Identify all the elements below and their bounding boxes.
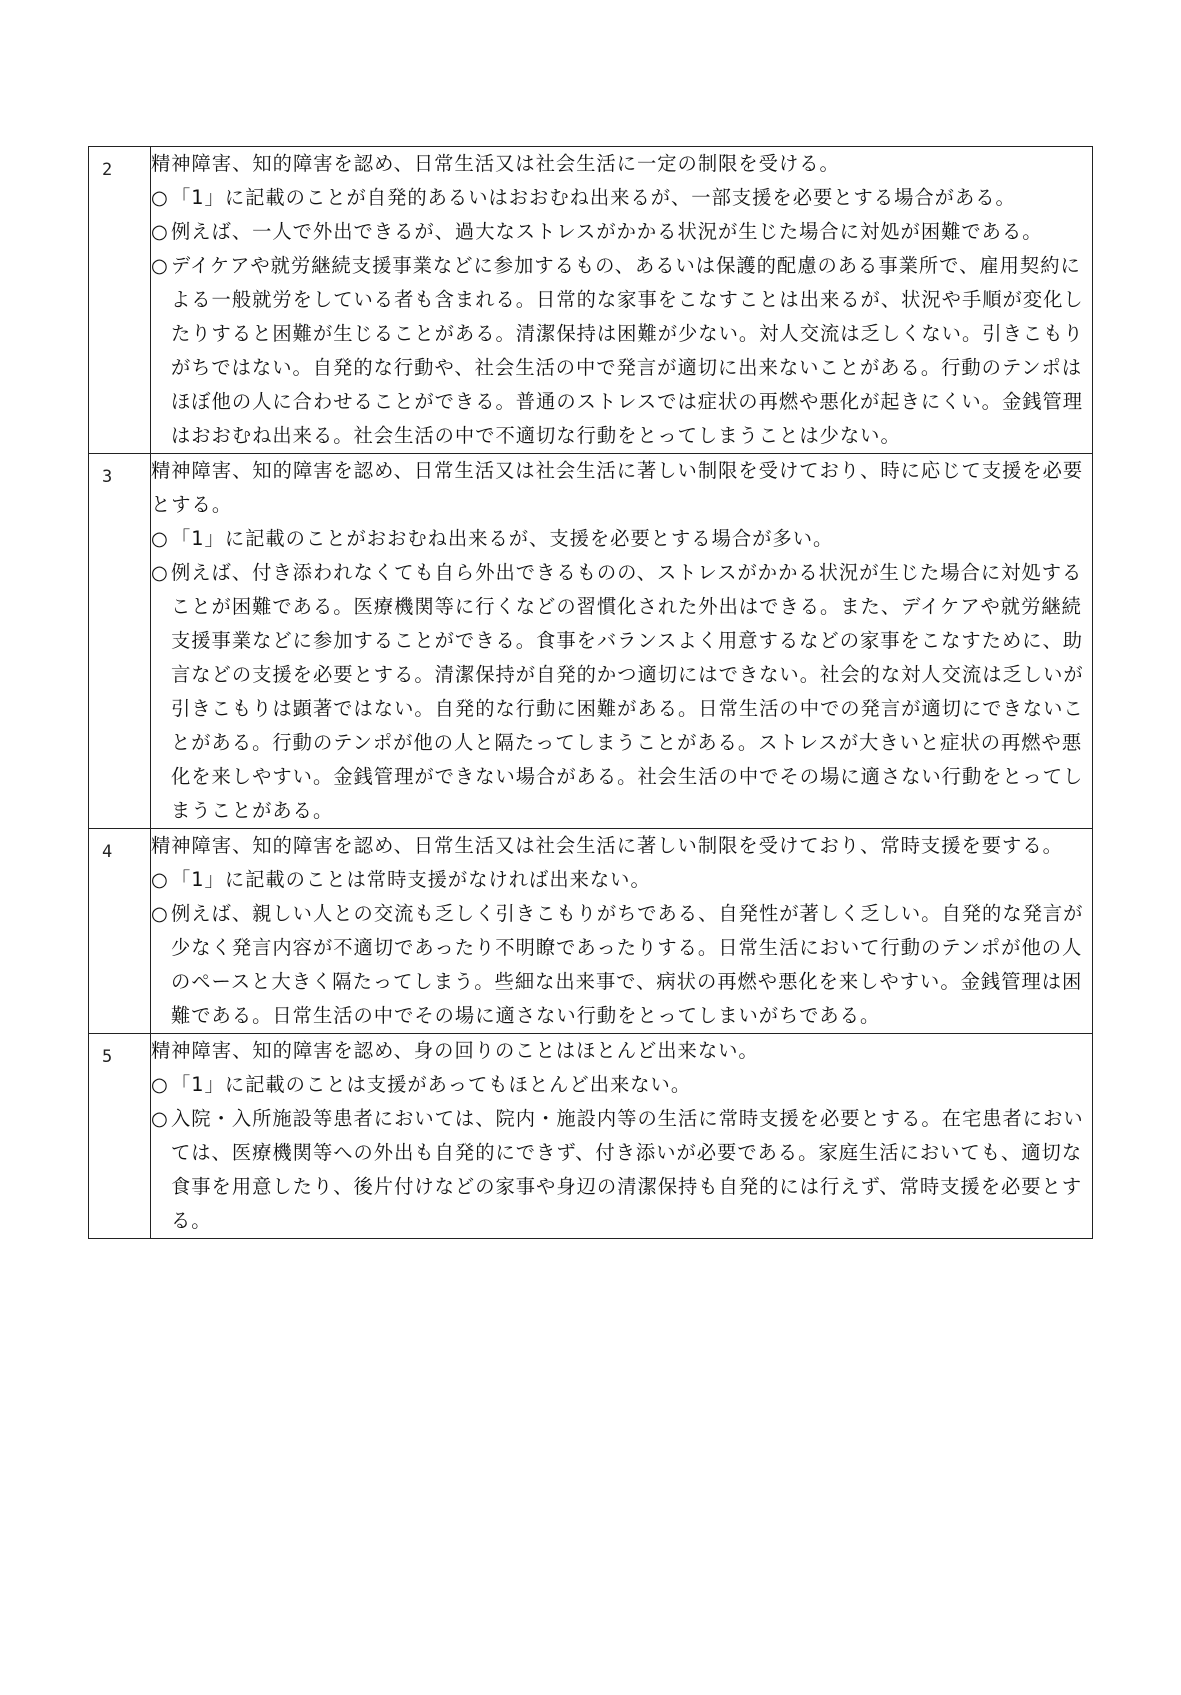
grade-description-cell	[151, 1034, 1093, 1239]
item-text: 入院・入所施設等患者においては、院内・施設内等の生活に常時支援を必要とする。在宅患者においては、医療機関等への外出も自発的にできず、付き添いが必要である。家庭生活においても、適切な食事を用意したり、後片付けなどの家事や身辺の清潔保持も自発的には行えず、常時支援を必要とする。	[171, 1107, 1084, 1232]
grade-number: 3	[102, 467, 113, 487]
grade-number-cell	[89, 147, 151, 454]
list-item	[151, 1102, 1092, 1238]
item-text: デイケアや就労継続支援事業などに参加するもの、あるいは保護的配慮のある事業所で、雇用契約による一般就労をしている者も含まれる。日常的な家事をこなすことは出来るが、状況や手順が変化したりすると困難が生じることがある。清潔保持は困難が少ない。対人交流は乏しくない。引きこもりがちではない。自発的な行動や、社会生活の中で発言が適切に出来ないことがある。行動のテンポはほぼ他の人に合わせることができる。普通のストレスでは症状の再燃や悪化が起きにくい。金銭管理はおおむね出来る。社会生活の中で不適切な行動をとってしまうことは少ない。	[171, 254, 1084, 447]
item-text: 例えば、一人で外出できるが、過大なストレスがかかる状況が生じた場合に対処が困難である。	[171, 220, 1043, 243]
table-row	[89, 147, 1093, 454]
bullet-circle-icon: ○	[151, 186, 169, 209]
list-item	[151, 522, 1092, 556]
item-text: 「1」に記載のことが自発的あるいはおおむね出来るが、一部支援を必要とする場合がある。	[171, 186, 1016, 209]
bullet-circle-icon: ○	[151, 561, 169, 584]
list-item	[151, 181, 1092, 215]
item-text: 「1」に記載のことがおおむね出来るが、支援を必要とする場合が多い。	[171, 527, 834, 550]
grade-number: 5	[102, 1047, 113, 1067]
item-text: 「1」に記載のことは常時支援がなければ出来ない。	[171, 868, 651, 891]
grade-description-cell	[151, 147, 1093, 454]
bullet-circle-icon: ○	[151, 254, 169, 277]
grade-number-cell	[89, 1034, 151, 1239]
list-item	[151, 215, 1092, 249]
grade-number-cell	[89, 454, 151, 829]
bullet-circle-icon: ○	[151, 527, 169, 550]
item-text: 例えば、親しい人との交流も乏しく引きこもりがちである、自発性が著しく乏しい。自発的な発言が少なく発言内容が不適切であったり不明瞭であったりする。日常生活において行動のテンポが他の人のペースと大きく隔たってしまう。些細な出来事で、病状の再燃や悪化を来しやすい。金銭管理は困難である。日常生活の中でその場に適さない行動をとってしまいがちである。	[171, 902, 1084, 1027]
grade-heading: 精神障害、知的障害を認め、身の回りのことはほとんど出来ない。	[151, 1039, 759, 1062]
item-text: 「1」に記載のことは支援があってもほとんど出来ない。	[171, 1073, 692, 1096]
list-item	[151, 897, 1092, 1033]
list-item	[151, 249, 1092, 453]
list-item	[151, 863, 1092, 897]
list-item	[151, 1068, 1092, 1102]
bullet-circle-icon: ○	[151, 220, 169, 243]
table-row	[89, 1034, 1093, 1239]
bullet-circle-icon: ○	[151, 868, 169, 891]
table-row	[89, 454, 1093, 829]
grade-number: 4	[102, 842, 113, 862]
grade-description-cell	[151, 454, 1093, 829]
grade-heading: 精神障害、知的障害を認め、日常生活又は社会生活に著しい制限を受けており、時に応じて支援を必要とする。	[151, 459, 1084, 516]
disability-grade-table	[88, 146, 1093, 1239]
item-text: 例えば、付き添われなくても自ら外出できるものの、ストレスがかかる状況が生じた場合に対処することが困難である。医療機関等に行くなどの習慣化された外出はできる。また、デイケアや就労継続支援事業などに参加することができる。食事をバランスよく用意するなどの家事をこなすために、助言などの支援を必要とする。清潔保持が自発的かつ適切にはできない。社会的な対人交流は乏しいが引きこもりは顕著ではない。自発的な行動に困難がある。日常生活の中での発言が適切にできないことがある。行動のテンポが他の人と隔たってしまうことがある。ストレスが大きいと症状の再燃や悪化を来しやすい。金銭管理ができない場合がある。社会生活の中でその場に適さない行動をとってしまうことがある。	[171, 561, 1084, 822]
bullet-circle-icon: ○	[151, 1073, 169, 1096]
grade-heading: 精神障害、知的障害を認め、日常生活又は社会生活に著しい制限を受けており、常時支援を要する。	[151, 834, 1063, 857]
bullet-circle-icon: ○	[151, 902, 169, 925]
bullet-circle-icon: ○	[151, 1107, 169, 1130]
grade-number: 2	[102, 160, 113, 180]
table-row	[89, 829, 1093, 1034]
grade-description-cell	[151, 829, 1093, 1034]
grade-heading: 精神障害、知的障害を認め、日常生活又は社会生活に一定の制限を受ける。	[151, 152, 840, 175]
list-item	[151, 556, 1092, 828]
grade-number-cell	[89, 829, 151, 1034]
